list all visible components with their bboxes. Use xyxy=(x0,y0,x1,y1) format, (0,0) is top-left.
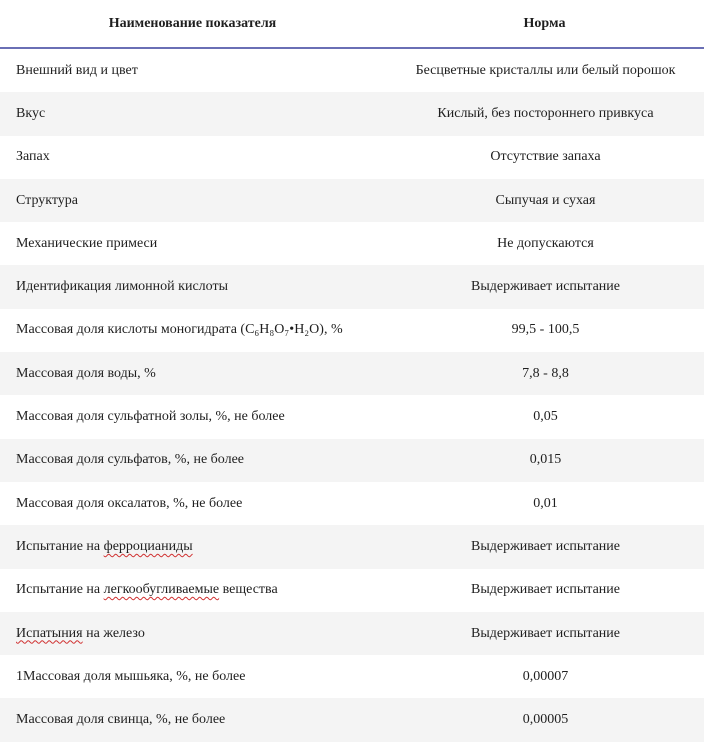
table-row xyxy=(0,352,704,395)
table-row xyxy=(0,612,704,655)
indicator-name-cell xyxy=(0,106,387,122)
norm-value-cell: Выдерживает испытание xyxy=(470,279,621,295)
table-body xyxy=(0,49,704,742)
norm-value-cell: Выдерживает испытание xyxy=(470,625,621,641)
indicator-name-text: Испытание на xyxy=(16,582,104,598)
indicator-name-text: Массовая доля свинца, %, не более xyxy=(16,712,226,728)
indicator-name-cell xyxy=(0,626,387,642)
norm-value-cell: 7,8 - 8,8 xyxy=(522,365,569,381)
table-row xyxy=(0,525,704,568)
norm-value-cell: Отсутствие запаха xyxy=(490,149,601,165)
indicator-name-text: Массовая доля кислоты моногидрата (C₆H₈O₇•H₂O), % xyxy=(16,322,343,338)
indicator-name-cell xyxy=(0,236,387,252)
indicator-name-text: Массовая доля оксалатов, %, не более xyxy=(16,495,243,511)
table-row xyxy=(0,395,704,438)
indicator-name-text-tail: на железо xyxy=(82,625,145,641)
indicator-name-text: Испытание на xyxy=(16,538,104,554)
norm-value-cell: Сыпучая и сухая xyxy=(495,192,596,208)
norm-value-cell: 0,00005 xyxy=(522,712,569,728)
table-row xyxy=(0,655,704,698)
misspelled-word: Испатыния xyxy=(16,625,83,641)
indicator-name-cell xyxy=(0,409,387,425)
indicator-name-text: Структура xyxy=(16,192,79,208)
indicator-name-text: 1Массовая доля мышьяка, %, не более xyxy=(16,668,246,684)
indicator-name-cell xyxy=(0,496,387,512)
table-row xyxy=(0,309,704,352)
indicator-name-cell xyxy=(0,366,387,382)
misspelled-word: ферроцианиды xyxy=(103,538,193,554)
indicator-name-text: Запах xyxy=(16,149,50,165)
indicator-name-cell xyxy=(0,63,387,79)
indicator-name-text: Идентификация лимонной кислоты xyxy=(16,279,228,295)
indicator-name-text: Массовая доля сульфатной золы, %, не более xyxy=(16,409,285,425)
norm-value-cell: 0,05 xyxy=(533,409,558,425)
table-row xyxy=(0,439,704,482)
indicator-name-cell xyxy=(0,149,387,165)
table-row xyxy=(0,482,704,525)
indicator-name-cell xyxy=(0,193,387,209)
norm-value-cell: 0,01 xyxy=(533,495,558,511)
indicator-name-cell xyxy=(0,582,387,598)
indicator-name-text: Механические примеси xyxy=(16,235,158,251)
table-row xyxy=(0,49,704,92)
table-row xyxy=(0,92,704,135)
table-row xyxy=(0,222,704,265)
indicator-name-cell xyxy=(0,279,387,295)
misspelled-word: легкообугливаемые xyxy=(103,582,220,598)
indicator-name-text-tail: вещества xyxy=(219,582,278,598)
header-indicator-name: Наименование показателя xyxy=(108,15,277,31)
norm-value-cell: 0,00007 xyxy=(522,668,569,684)
indicator-name-text: Внешний вид и цвет xyxy=(16,62,138,78)
indicator-name-text: Массовая доля воды, % xyxy=(16,365,156,381)
table-row xyxy=(0,698,704,741)
indicator-name-cell xyxy=(0,452,387,468)
table-row xyxy=(0,179,704,222)
norm-value-cell: 0,015 xyxy=(529,452,562,468)
indicator-name-cell xyxy=(0,712,387,728)
norm-value-cell: Не допускаются xyxy=(497,235,594,251)
indicator-name-text: Массовая доля сульфатов, %, не более xyxy=(16,452,245,468)
norm-value-cell: Выдерживает испытание xyxy=(470,538,621,554)
indicator-name-text: Вкус xyxy=(16,105,46,121)
table-row xyxy=(0,136,704,179)
header-norm: Норма xyxy=(523,15,566,31)
table-row xyxy=(0,569,704,612)
table-row xyxy=(0,265,704,308)
indicator-name-cell xyxy=(0,669,387,685)
norm-value-cell: Бесцветные кристаллы или белый порошок xyxy=(415,62,676,78)
table-header xyxy=(0,0,704,49)
norm-value-cell: Кислый, без постороннего привкуса xyxy=(437,105,654,121)
norm-value-cell: Выдерживает испытание xyxy=(470,582,621,598)
indicator-name-cell xyxy=(0,539,387,555)
norm-value-cell: 99,5 - 100,5 xyxy=(511,322,580,338)
indicator-name-cell xyxy=(0,322,387,338)
